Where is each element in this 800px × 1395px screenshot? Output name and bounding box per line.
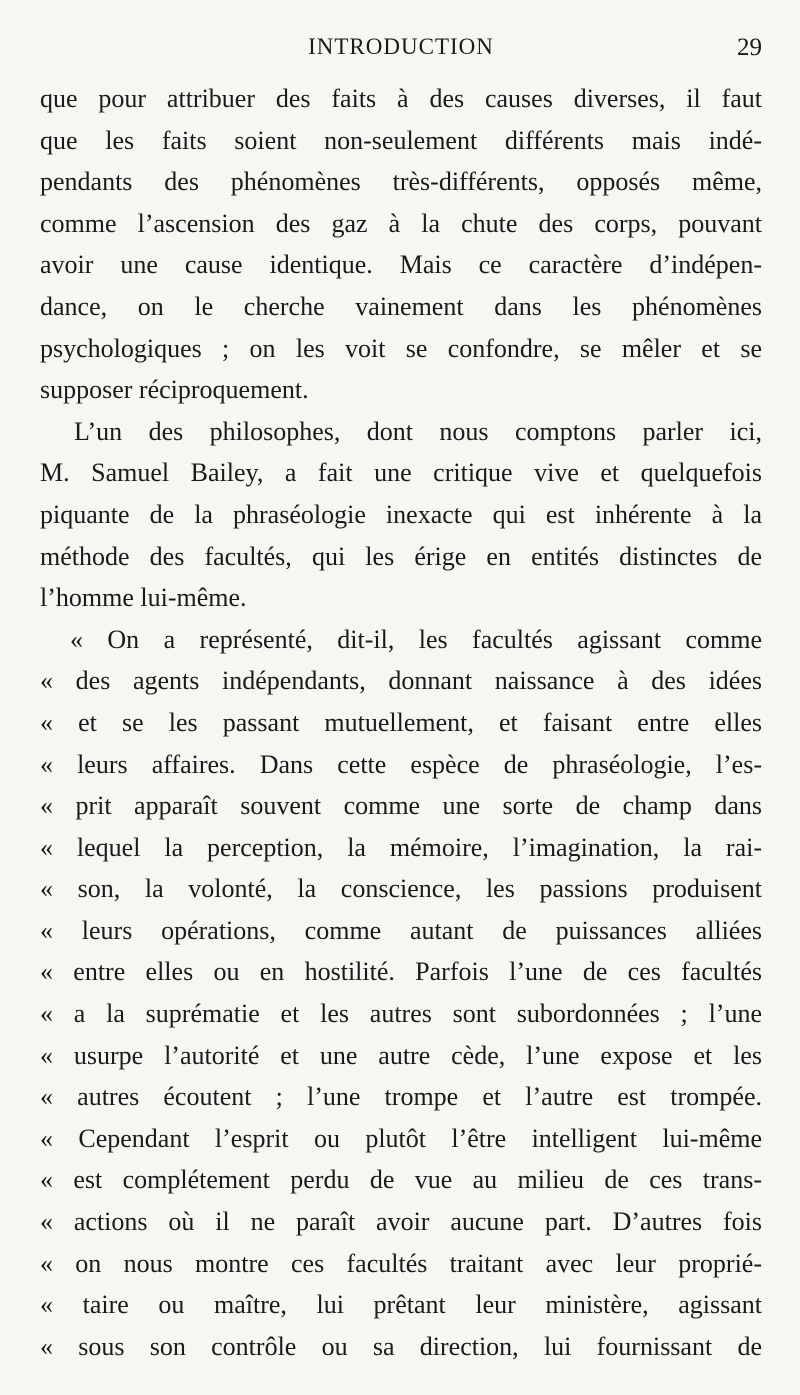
text-line: « a la suprématie et les autres sont subordonnées ; l’une	[40, 999, 762, 1029]
body-text	[40, 78, 762, 1367]
text-line: « son, la volonté, la conscience, les passions produisent	[40, 874, 762, 904]
text-line: M. Samuel Bailey, a fait une critique vive et quelquefois	[40, 458, 762, 488]
page-number: 29	[737, 34, 762, 61]
text-line: « leurs opérations, comme autant de puissances alliées	[40, 915, 762, 945]
text-line: L’un des philosophes, dont nous comptons parler ici,	[74, 416, 762, 446]
text-line: « des agents indépendants, donnant naissance à des idées	[40, 666, 762, 696]
text-line: méthode des facultés, qui les érige en entités distinctes de	[40, 541, 762, 571]
text-line: « sous son contrôle ou sa direction, lui fournissant de	[40, 1331, 762, 1361]
text-line: piquante de la phraséologie inexacte qui est inhérente à la	[40, 499, 762, 529]
text-line: « et se les passant mutuellement, et faisant entre elles	[40, 707, 762, 737]
text-line: « on nous montre ces facultés traitant avec leur proprié-	[40, 1248, 762, 1278]
running-title: INTRODUCTION	[308, 34, 494, 59]
text-line: dance, on le cherche vainement dans les phénomènes	[40, 291, 762, 321]
text-line: « leurs affaires. Dans cette espèce de phraséologie, l’es-	[40, 749, 762, 779]
text-line: « actions où il ne paraît avoir aucune part. D’autres fois	[40, 1207, 762, 1237]
text-line: que pour attribuer des faits à des causes diverses, il faut	[40, 84, 762, 113]
text-line: « prit apparaît souvent comme une sorte de champ dans	[40, 791, 762, 821]
text-line: avoir une cause identique. Mais ce caractère d’indépen-	[40, 250, 762, 280]
text-line: « autres écoutent ; l’une trompe et l’autre est trompée.	[40, 1082, 762, 1112]
text-line: l’homme lui-même.	[40, 583, 247, 613]
text-line: « taire ou maître, lui prêtant leur ministère, agissant	[40, 1290, 762, 1320]
text-line: « Cependant l’esprit ou plutôt l’être intelligent lui-même	[40, 1123, 762, 1153]
text-line: « On a représenté, dit-il, les facultés agissant comme	[70, 624, 762, 654]
text-line: pendants des phénomènes très-différents, opposés même,	[40, 167, 762, 197]
text-line: « est complétement perdu de vue au milieu de ces trans-	[40, 1165, 762, 1195]
text-line: « entre elles ou en hostilité. Parfois l’une de ces facultés	[40, 957, 762, 987]
page-header	[40, 34, 762, 70]
text-line: « lequel la perception, la mémoire, l’imagination, la rai-	[40, 832, 762, 862]
text-line: psychologiques ; on les voit se confondre, se mêler et se	[40, 333, 762, 363]
text-line: supposer réciproquement.	[40, 375, 309, 405]
text-line: comme l’ascension des gaz à la chute des corps, pouvant	[40, 208, 762, 238]
text-line: « usurpe l’autorité et une autre cède, l’une expose et les	[40, 1040, 762, 1070]
text-line: que les faits soient non-seulement différents mais indé-	[40, 125, 762, 155]
